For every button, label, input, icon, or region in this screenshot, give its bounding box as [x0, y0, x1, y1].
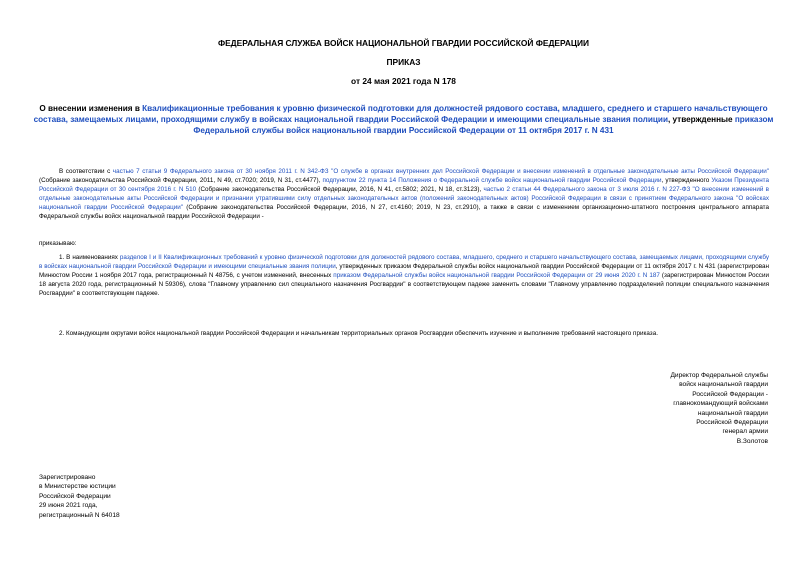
document-title	[30, 103, 777, 136]
signature-line: главнокомандующий войсками	[673, 400, 768, 408]
link-law-342[interactable]: частью 7 статьи 9 Федерального закона от 30 ноября 2011 г. N 342-ФЗ "О службе в органах внутренних дел Российской Федерации и внесении изменений в отдельные законодательные акты Российской Федерации"	[112, 168, 770, 175]
link-order-187[interactable]: приказом Федеральной службы войск национальной гвардии Российской Федерации от 29 июня 2020 г. N 187	[333, 271, 660, 279]
registration-line: регистрационный N 64018	[39, 511, 120, 519]
p3-text-3: (зарегистрирован Минюстом России 18 августа 2020 года, регистрационный N 59306), слова "Главному управлению сил специального назначения Росгвардии" в соответствующем падеже заменить словами "Главному управлению подразделений полиции специального назначения Росгвардии" в соответствующем падеже.	[39, 271, 769, 297]
signature-line: национальной гвардии	[697, 409, 768, 417]
p1-text-4: (Собрание законодательства Российской Федерации, 2016, N 41, ст.5802; 2021, N 18, ст.3123),	[196, 185, 484, 193]
preamble-paragraph	[39, 168, 769, 221]
clause-2-paragraph: 2. Командующим округами войск национальной гвардии Российской Федерации и начальникам территориальных органов Росгвардии обеспечить изучение и выполнение требований настоящего приказа.	[59, 330, 658, 337]
clause-1-paragraph	[39, 254, 769, 299]
signature-line: Российской Федерации	[696, 419, 768, 427]
p1-text-3: , утвержденного	[661, 176, 712, 184]
document-date-number: от 24 мая 2021 года N 178	[351, 76, 456, 86]
registration-line: в Министерстве юстиции	[39, 483, 116, 491]
title-text-2: , утвержденные	[667, 115, 735, 124]
document-type: ПРИКАЗ	[386, 57, 421, 67]
signature-line: В.Золотов	[736, 437, 768, 445]
p1-text-2: (Собрание законодательства Российской Федерации, 2011, N 49, ст.7020; 2019, N 31, ст.4477),	[39, 176, 323, 184]
title-link-order-431[interactable]: приказом Федеральной службы войск национальной гвардии Российской Федерации от 11 октября 2017 г. N 431	[193, 115, 774, 135]
p1-text-5: (Собрание законодательства Российской Федерации, 2016, N 27, ст.4160; 2019, N 23, ст.2910), а также в связи с изменением организационно-штатного построения центрального аппарата Федеральной службы войск национальной гвардии Российской Федерации -	[39, 203, 769, 220]
p3-text-2: , утвержденных приказом Федеральной службы войск национальной гвардии Российской Федерации от 11 октября 2017 г. N 431 (зарегистрирован Минюстом России 1 ноября 2017 года, регистрационный N 48756, с учетом изменений, внесенных	[39, 262, 769, 279]
registration-line: Российской Федерации	[39, 492, 111, 500]
signature-line: войск национальной гвардии	[679, 381, 768, 389]
signature-line: Российской Федерации -	[692, 390, 768, 398]
p1-text-1: В соответствии с	[59, 168, 113, 175]
registration-block	[39, 473, 239, 520]
link-regulation-p22[interactable]: подпунктом 22 пункта 14 Положения о Федеральной службе войск национальной гвардии Российской Федерации	[322, 176, 662, 184]
registration-line: Зарегистрировано	[39, 474, 96, 481]
signature-block	[560, 371, 768, 446]
order-word: приказываю:	[39, 240, 77, 247]
p3-text-1: 1. В наименованиях	[59, 254, 120, 261]
agency-heading: ФЕДЕРАЛЬНАЯ СЛУЖБА ВОЙСК НАЦИОНАЛЬНОЙ ГВАРДИИ РОССИЙСКОЙ ФЕДЕРАЦИИ	[217, 38, 590, 48]
link-decree-510[interactable]: Указом Президента Российской Федерации от 30 сентября 2016 г. N 510	[39, 176, 769, 193]
signature-line: Директор Федеральной службы	[670, 372, 768, 379]
title-text-1: О внесении изменения в	[39, 104, 143, 113]
link-law-227[interactable]: частью 2 статьи 44 Федерального закона от 3 июля 2016 г. N 227-ФЗ "О внесении изменений в отдельные законодательные акты Российской Федерации и признании утратившими силу отдельных законодательных актов (положений законодательных актов) Российской Федерации в связи с принятием Федерального закона "О войсках национальной гвардии Российской Федерации"	[39, 185, 769, 211]
link-sections-1-2[interactable]: разделов I и II Квалификационных требований к уровню физической подготовки для должностей рядового состава, младшего, среднего и старшего начальствующего состава, замещаемых лицами, проходящими службу в войсках национальной гвардии Российской Федерации и имеющими специальные звания полиции	[39, 254, 769, 270]
title-link-requirements[interactable]: Квалификационные требования к уровню физической подготовки для должностей рядового состава, младшего, среднего и старшего начальствующего состава, замещаемых лицами, проходящими службу в войсках национальной гвардии Российской Федерации и имеющими специальные звания полиции	[33, 104, 768, 124]
registration-line: 29 июня 2021 года,	[39, 502, 98, 510]
signature-line: генерал армии	[722, 428, 768, 436]
